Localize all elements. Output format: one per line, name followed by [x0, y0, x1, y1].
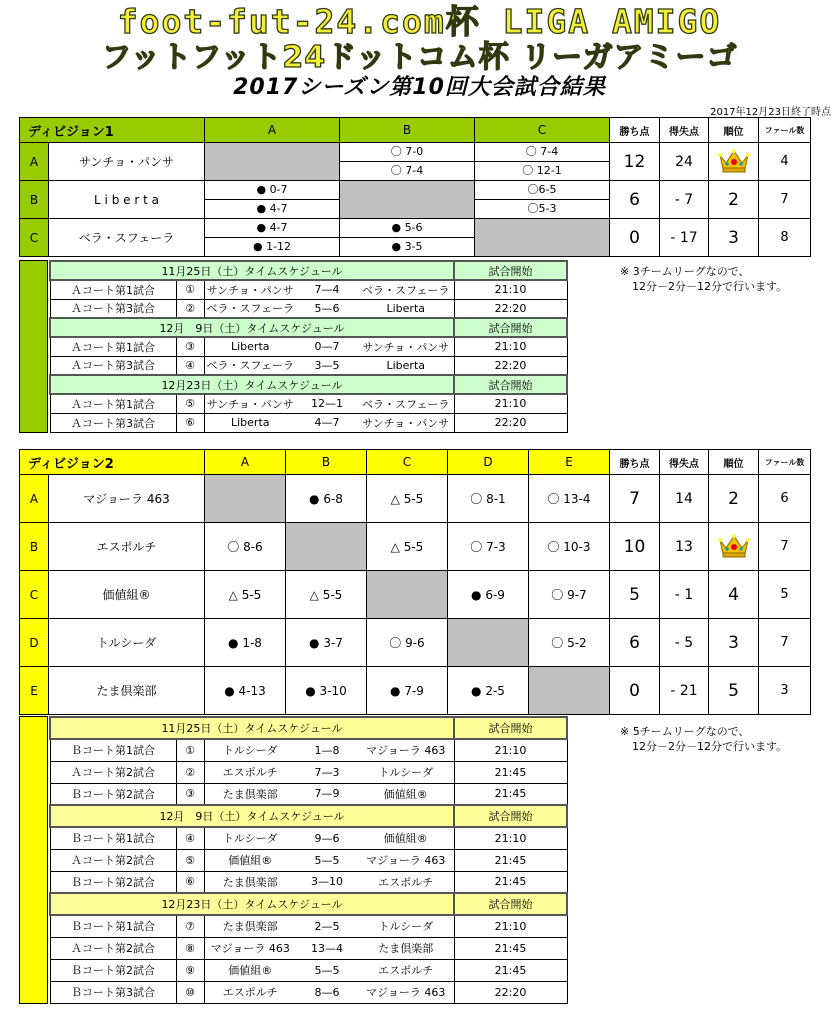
- result-cell: 〇 9-7: [529, 571, 610, 619]
- home-team: Liberta: [204, 413, 296, 432]
- column-header-e: E: [529, 450, 610, 475]
- away-team: トルシーダ: [358, 761, 454, 783]
- away-team: Liberta: [358, 356, 454, 375]
- team-name: 価値組®: [49, 571, 205, 619]
- score: 3—5: [296, 356, 358, 375]
- home-team: Liberta: [204, 337, 296, 356]
- foul-count: 3: [759, 667, 811, 715]
- court-slot: Ｂコート第2試合: [50, 871, 176, 893]
- standings-row: [20, 619, 811, 667]
- result-first-leg: ● 0-7: [205, 181, 339, 200]
- home-team: たま倶楽部: [204, 871, 296, 893]
- goal-diff-value: - 7: [660, 181, 709, 219]
- div1-note-line-1: ※ 3チームリーグなので、: [620, 265, 750, 278]
- column-header-a: A: [205, 450, 286, 475]
- stat-header-3: ファール数: [759, 450, 811, 475]
- row-code: B: [20, 523, 49, 571]
- row-code: A: [20, 475, 49, 523]
- court-slot: Ｂコート第3試合: [50, 981, 176, 1003]
- score: 1—8: [296, 739, 358, 761]
- away-team: エスポルチ: [358, 871, 454, 893]
- title-line-2: フットフット24ドットコム杯 リーガアミーゴ: [101, 40, 738, 75]
- match-number: ⑧: [176, 937, 204, 959]
- points-value: 0: [610, 667, 660, 715]
- away-team: ベラ・スフェーラ: [358, 394, 454, 413]
- court-slot: Ｂコート第2試合: [50, 783, 176, 805]
- away-team: たま倶楽部: [358, 937, 454, 959]
- column-header-a: A: [205, 118, 340, 143]
- standings-row: [20, 143, 811, 181]
- standings-header-row: [20, 118, 811, 143]
- diagonal-cell: [205, 475, 286, 523]
- stat-header-1: 得失点: [660, 118, 709, 143]
- start-time: 21:45: [454, 871, 567, 893]
- foul-count: 7: [759, 181, 811, 219]
- away-team: サンチョ・パンサ: [358, 413, 454, 432]
- score: 4—7: [296, 413, 358, 432]
- schedule-game-row: [50, 337, 567, 356]
- result-second-leg: 〇5-3: [527, 202, 557, 215]
- home-team: 価値組®: [204, 849, 296, 871]
- start-time-header: 試合開始: [454, 261, 567, 280]
- score: 2—5: [296, 915, 358, 937]
- start-time: 21:10: [454, 739, 567, 761]
- rank-value: 4: [709, 571, 759, 619]
- start-time: 21:45: [454, 937, 567, 959]
- score: 8—6: [296, 981, 358, 1003]
- goal-diff-value: 14: [660, 475, 709, 523]
- goal-diff-value: - 5: [660, 619, 709, 667]
- points-value: 10: [610, 523, 660, 571]
- result-cell: △ 5-5: [205, 571, 286, 619]
- match-number: ④: [176, 827, 204, 849]
- result-cell: [205, 181, 340, 219]
- rank-value: 3: [709, 619, 759, 667]
- away-team: マジョーラ 463: [358, 849, 454, 871]
- schedule-date-row: [50, 318, 567, 337]
- result-cell: 〇 5-2: [529, 619, 610, 667]
- div1-note: [620, 264, 787, 294]
- home-team: 価値組®: [204, 959, 296, 981]
- court-slot: Ａコート第3試合: [50, 356, 176, 375]
- team-name: サンチョ・パンサ: [49, 143, 205, 181]
- result-cell: [475, 143, 610, 181]
- match-number: ⑥: [176, 871, 204, 893]
- title-line-3: 2017シーズン第10回大会試合結果: [233, 75, 606, 100]
- result-cell: [475, 181, 610, 219]
- points-value: 6: [610, 181, 660, 219]
- division-title: ディビジョン2: [20, 450, 205, 475]
- home-team: たま倶楽部: [204, 783, 296, 805]
- result-cell: ● 3-10: [286, 667, 367, 715]
- foul-count: 6: [759, 475, 811, 523]
- schedule-game-row: [50, 783, 567, 805]
- score: 13—4: [296, 937, 358, 959]
- start-time: 22:20: [454, 299, 567, 318]
- court-slot: Ａコート第1試合: [50, 337, 176, 356]
- column-header-d: D: [448, 450, 529, 475]
- away-team: 価値組®: [358, 827, 454, 849]
- schedule-game-row: [50, 299, 567, 318]
- team-name: たま倶楽部: [49, 667, 205, 715]
- points-value: 5: [610, 571, 660, 619]
- result-first-leg: 〇 7-0: [340, 143, 474, 162]
- away-team: マジョーラ 463: [358, 981, 454, 1003]
- stat-header-2: 順位: [709, 118, 759, 143]
- start-time-header: 試合開始: [454, 375, 567, 394]
- result-second-leg: 〇 7-4: [390, 164, 424, 177]
- stat-header-0: 勝ち点: [610, 118, 660, 143]
- foul-count: 7: [759, 523, 811, 571]
- row-code: C: [20, 219, 49, 257]
- away-team: マジョーラ 463: [358, 739, 454, 761]
- schedule-game-row: [50, 871, 567, 893]
- match-number: ⑤: [176, 849, 204, 871]
- goal-diff-value: - 21: [660, 667, 709, 715]
- score: 7—4: [296, 280, 358, 299]
- result-cell: ● 6-9: [448, 571, 529, 619]
- rank-value: 5: [709, 667, 759, 715]
- result-cell: 〇 13-4: [529, 475, 610, 523]
- div1-standings-table: [19, 117, 811, 257]
- stat-header-0: 勝ち点: [610, 450, 660, 475]
- result-cell: [340, 219, 475, 257]
- result-first-leg: 〇6-5: [475, 181, 609, 200]
- away-team: エスポルチ: [358, 959, 454, 981]
- match-number: ③: [176, 337, 204, 356]
- rank-value: 2: [709, 475, 759, 523]
- div2-schedule-table: [49, 716, 568, 1004]
- schedule-date: 11月25日（土）タイムスケジュール: [50, 717, 454, 739]
- result-cell: 〇 10-3: [529, 523, 610, 571]
- court-slot: Ｂコート第1試合: [50, 739, 176, 761]
- court-slot: Ａコート第1試合: [50, 394, 176, 413]
- standings-row: [20, 475, 811, 523]
- schedule-game-row: [50, 739, 567, 761]
- home-team: サンチョ・パンサ: [204, 394, 296, 413]
- result-cell: ● 3-7: [286, 619, 367, 667]
- court-slot: Ｂコート第2試合: [50, 959, 176, 981]
- start-time: 22:20: [454, 413, 567, 432]
- start-time: 22:20: [454, 981, 567, 1003]
- match-number: ⑥: [176, 413, 204, 432]
- home-team: マジョーラ 463: [204, 937, 296, 959]
- match-number: ①: [176, 280, 204, 299]
- home-team: サンチョ・パンサ: [204, 280, 296, 299]
- team-name: ベラ・スフェーラ: [49, 219, 205, 257]
- result-first-leg: ● 4-7: [205, 219, 339, 238]
- start-time: 22:20: [454, 356, 567, 375]
- court-slot: Ａコート第2試合: [50, 849, 176, 871]
- score: 5—5: [296, 959, 358, 981]
- match-number: ⑨: [176, 959, 204, 981]
- team-name: L i b e r t a: [49, 181, 205, 219]
- as-of-date: 2017年12月23日終了時点: [710, 107, 831, 118]
- diagonal-cell: [448, 619, 529, 667]
- start-time: 21:10: [454, 280, 567, 299]
- match-number: ①: [176, 739, 204, 761]
- column-header-b: B: [340, 118, 475, 143]
- standings-row: [20, 571, 811, 619]
- title-line-1: foot-fut-24.com杯 LIGA AMIGO: [117, 2, 722, 41]
- result-cell: ● 1-8: [205, 619, 286, 667]
- schedule-game-row: [50, 849, 567, 871]
- standings-row: [20, 219, 811, 257]
- court-slot: Ａコート第2試合: [50, 937, 176, 959]
- schedule-game-row: [50, 280, 567, 299]
- schedule-game-row: [50, 356, 567, 375]
- court-slot: Ａコート第3試合: [50, 299, 176, 318]
- schedule-date: 12月23日（土）タイムスケジュール: [50, 893, 454, 915]
- foul-count: 7: [759, 619, 811, 667]
- foul-count: 8: [759, 219, 811, 257]
- result-cell: 〇 9-6: [367, 619, 448, 667]
- home-team: エスポルチ: [204, 761, 296, 783]
- standings-row: [20, 523, 811, 571]
- crown-icon: [717, 147, 751, 173]
- standings-row: [20, 181, 811, 219]
- schedule-date-row: [50, 261, 567, 280]
- row-code: C: [20, 571, 49, 619]
- match-number: ②: [176, 299, 204, 318]
- schedule-date: 12月 9日（土）タイムスケジュール: [50, 805, 454, 827]
- foul-count: 4: [759, 143, 811, 181]
- points-value: 12: [610, 143, 660, 181]
- court-slot: Ａコート第1試合: [50, 280, 176, 299]
- start-time-header: 試合開始: [454, 805, 567, 827]
- away-team: ベラ・スフェーラ: [358, 280, 454, 299]
- match-number: ③: [176, 783, 204, 805]
- result-cell: 〇 7-3: [448, 523, 529, 571]
- div1-schedule-accent-bar: [19, 260, 48, 433]
- rank-value: 2: [709, 181, 759, 219]
- home-team: ベラ・スフェーラ: [204, 299, 296, 318]
- home-team: トルシーダ: [204, 739, 296, 761]
- column-header-b: B: [286, 450, 367, 475]
- court-slot: Ｂコート第1試合: [50, 915, 176, 937]
- column-header-c: C: [475, 118, 610, 143]
- score: 7—9: [296, 783, 358, 805]
- stat-header-2: 順位: [709, 450, 759, 475]
- schedule-game-row: [50, 413, 567, 432]
- div2-schedule-accent-bar: [19, 716, 48, 1004]
- team-name: エスポルチ: [49, 523, 205, 571]
- start-time: 21:45: [454, 783, 567, 805]
- schedule-date: 12月 9日（土）タイムスケジュール: [50, 318, 454, 337]
- schedule-game-row: [50, 959, 567, 981]
- row-code: D: [20, 619, 49, 667]
- division-title: ディビジョン1: [20, 118, 205, 143]
- row-code: A: [20, 143, 49, 181]
- result-cell: ● 2-5: [448, 667, 529, 715]
- score: 3—10: [296, 871, 358, 893]
- start-time: 21:10: [454, 337, 567, 356]
- diagonal-cell: [475, 219, 610, 257]
- diagonal-cell: [286, 523, 367, 571]
- foul-count: 5: [759, 571, 811, 619]
- match-number: ④: [176, 356, 204, 375]
- goal-diff-value: - 17: [660, 219, 709, 257]
- result-first-leg: 〇 7-4: [475, 143, 609, 162]
- standings-header-row: [20, 450, 811, 475]
- court-slot: Ａコート第3試合: [50, 413, 176, 432]
- start-time: 21:10: [454, 827, 567, 849]
- div2-note: [620, 724, 787, 754]
- court-slot: Ｂコート第1試合: [50, 827, 176, 849]
- match-number: ⑦: [176, 915, 204, 937]
- schedule-game-row: [50, 915, 567, 937]
- result-second-leg: 〇 12-1: [522, 164, 562, 177]
- row-code: B: [20, 181, 49, 219]
- away-team: Liberta: [358, 299, 454, 318]
- schedule-date-row: [50, 375, 567, 394]
- diagonal-cell: [205, 143, 340, 181]
- goal-diff-value: - 1: [660, 571, 709, 619]
- diagonal-cell: [529, 667, 610, 715]
- schedule-game-row: [50, 937, 567, 959]
- home-team: エスポルチ: [204, 981, 296, 1003]
- goal-diff-value: 13: [660, 523, 709, 571]
- div2-note-line-1: ※ 5チームリーグなので、: [620, 725, 750, 738]
- schedule-date: 12月23日（土）タイムスケジュール: [50, 375, 454, 394]
- points-value: 7: [610, 475, 660, 523]
- diagonal-cell: [340, 181, 475, 219]
- stat-header-3: ファール数: [759, 118, 811, 143]
- schedule-game-row: [50, 981, 567, 1003]
- result-cell: 〇 8-1: [448, 475, 529, 523]
- start-time-header: 試合開始: [454, 717, 567, 739]
- crown-icon: [717, 532, 751, 558]
- away-team: サンチョ・パンサ: [358, 337, 454, 356]
- div1-schedule-table: [49, 260, 568, 433]
- stat-header-1: 得失点: [660, 450, 709, 475]
- team-name: トルシーダ: [49, 619, 205, 667]
- result-cell: 〇 8-6: [205, 523, 286, 571]
- away-team: 価値組®: [358, 783, 454, 805]
- result-second-leg: ● 1-12: [252, 240, 292, 253]
- div1-note-line-2: 12分－2分－12分で行います。: [632, 280, 788, 293]
- row-code: E: [20, 667, 49, 715]
- div2-note-line-2: 12分－2分－12分で行います。: [632, 740, 788, 753]
- result-cell: ● 6-8: [286, 475, 367, 523]
- rank-value: [709, 143, 759, 181]
- result-cell: ● 7-9: [367, 667, 448, 715]
- start-time-header: 試合開始: [454, 318, 567, 337]
- schedule-game-row: [50, 827, 567, 849]
- match-number: ②: [176, 761, 204, 783]
- rank-value: 3: [709, 219, 759, 257]
- start-time-header: 試合開始: [454, 893, 567, 915]
- team-name: マジョーラ 463: [49, 475, 205, 523]
- score: 0—7: [296, 337, 358, 356]
- result-first-leg: ● 5-6: [340, 219, 474, 238]
- score: 5—6: [296, 299, 358, 318]
- result-cell: [205, 219, 340, 257]
- start-time: 21:45: [454, 959, 567, 981]
- goal-diff-value: 24: [660, 143, 709, 181]
- match-number: ⑩: [176, 981, 204, 1003]
- schedule-date: 11月25日（土）タイムスケジュール: [50, 261, 454, 280]
- schedule-game-row: [50, 761, 567, 783]
- schedule-date-row: [50, 893, 567, 915]
- result-cell: △ 5-5: [367, 523, 448, 571]
- score: 9—6: [296, 827, 358, 849]
- diagonal-cell: [367, 571, 448, 619]
- start-time: 21:45: [454, 761, 567, 783]
- start-time: 21:10: [454, 915, 567, 937]
- score: 7—3: [296, 761, 358, 783]
- home-team: トルシーダ: [204, 827, 296, 849]
- schedule-date-row: [50, 717, 567, 739]
- start-time: 21:45: [454, 849, 567, 871]
- match-number: ⑤: [176, 394, 204, 413]
- court-slot: Ａコート第2試合: [50, 761, 176, 783]
- result-second-leg: ● 4-7: [256, 202, 288, 215]
- result-cell: [340, 143, 475, 181]
- start-time: 21:10: [454, 394, 567, 413]
- result-cell: △ 5-5: [286, 571, 367, 619]
- points-value: 6: [610, 619, 660, 667]
- standings-row: [20, 667, 811, 715]
- score: 12—1: [296, 394, 358, 413]
- schedule-game-row: [50, 394, 567, 413]
- result-cell: ● 4-13: [205, 667, 286, 715]
- points-value: 0: [610, 219, 660, 257]
- column-header-c: C: [367, 450, 448, 475]
- schedule-date-row: [50, 805, 567, 827]
- div2-standings-table: [19, 449, 811, 715]
- score: 5—5: [296, 849, 358, 871]
- rank-value: [709, 523, 759, 571]
- result-cell: △ 5-5: [367, 475, 448, 523]
- home-team: たま倶楽部: [204, 915, 296, 937]
- home-team: ベラ・スフェーラ: [204, 356, 296, 375]
- away-team: トルシーダ: [358, 915, 454, 937]
- result-second-leg: ● 3-5: [391, 240, 423, 253]
